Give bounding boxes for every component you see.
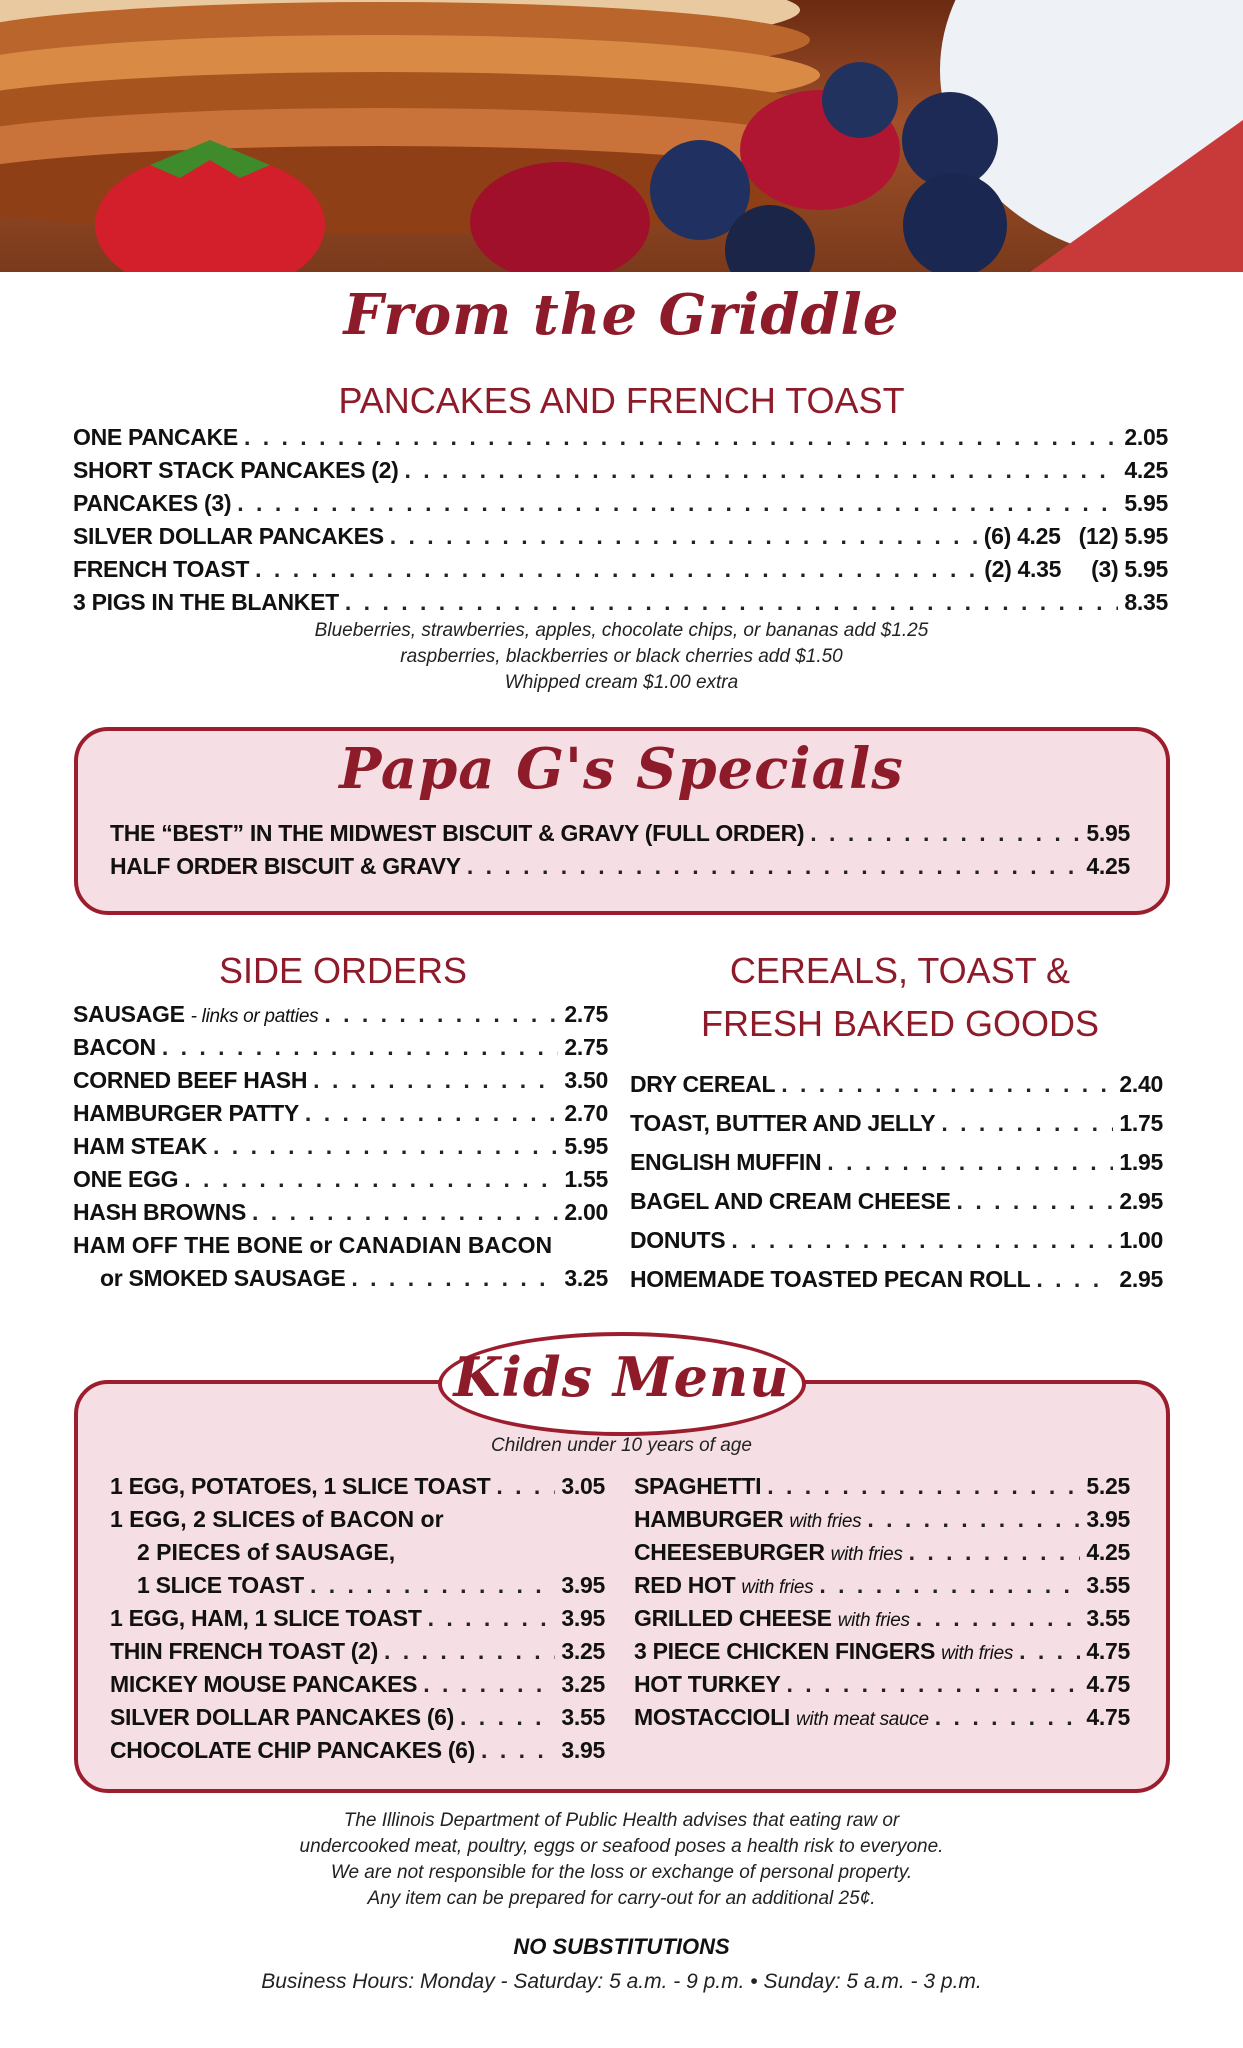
- item-name: MICKEY MOUSE PANCAKES: [110, 1671, 418, 1697]
- item-price: 3.55: [561, 1704, 605, 1730]
- item-name: GRILLED CHEESE: [634, 1605, 832, 1631]
- item-name: CHEESEBURGER: [634, 1539, 825, 1565]
- item-price: 3.95: [1086, 1506, 1130, 1532]
- item-note: with fries: [837, 1610, 910, 1631]
- menu-item: [630, 1071, 1163, 1098]
- menu-item: [137, 1572, 605, 1599]
- item-name: SHORT STACK PANCAKES (2): [73, 457, 399, 483]
- business-hours: Business Hours: Monday - Saturday: 5 a.m. - 9 p.m. • Sunday: 5 a.m. - 3 p.m.: [261, 1970, 982, 1993]
- item-name: 1 SLICE TOAST: [137, 1572, 304, 1598]
- menu-item: [110, 820, 1130, 847]
- item-price: 4.25: [1086, 1539, 1130, 1565]
- item-price-alt: (3) 5.95: [1091, 556, 1168, 582]
- item-name: SPAGHETTI: [634, 1473, 762, 1499]
- item-price: 3.95: [561, 1605, 605, 1631]
- specials-title: Papa G's Specials: [339, 736, 904, 802]
- item-price: 2.05: [1124, 424, 1168, 450]
- item-price: 1.75: [1119, 1110, 1163, 1136]
- disclaimer-line: Any item can be prepared for carry-out for an additional 25¢.: [367, 1888, 876, 1909]
- item-price: (6) 4.25: [983, 523, 1061, 549]
- no-substitutions: NO SUBSTITUTIONS: [513, 1934, 730, 1959]
- item-name: MOSTACCIOLI: [634, 1704, 790, 1730]
- menu-item: [110, 1704, 605, 1731]
- item-price: 2.00: [564, 1199, 608, 1225]
- menu-item: [110, 1473, 605, 1500]
- item-name: THE “BEST” IN THE MIDWEST BISCUIT & GRAVY (FULL ORDER): [110, 820, 805, 846]
- item-name: HALF ORDER BISCUIT & GRAVY: [110, 853, 461, 879]
- menu-item: [110, 853, 1130, 880]
- menu-item: [73, 1166, 608, 1193]
- item-price: 5.95: [1086, 820, 1130, 846]
- disclaimer-line: We are not responsible for the loss or exchange of personal property.: [330, 1862, 913, 1883]
- item-price: 3.25: [561, 1638, 605, 1664]
- griddle-subtitle: PANCAKES AND FRENCH TOAST: [338, 380, 905, 421]
- item-price: (2) 4.35: [984, 556, 1062, 582]
- item-note: with fries: [789, 1511, 862, 1532]
- item-name: 1 EGG, 2 SLICES of BACON or: [110, 1506, 444, 1532]
- menu-item: [630, 1149, 1163, 1176]
- item-name: RED HOT: [634, 1572, 736, 1598]
- item-name: or SMOKED SAUSAGE: [100, 1265, 346, 1291]
- item-name: 2 PIECES of SAUSAGE,: [137, 1539, 396, 1565]
- kids-title: Kids Menu: [453, 1345, 790, 1409]
- item-name: TOAST, BUTTER AND JELLY: [630, 1110, 936, 1136]
- menu-item: [110, 1737, 605, 1764]
- item-price: 3.50: [564, 1067, 608, 1093]
- item-price: 4.75: [1086, 1638, 1130, 1664]
- menu-item: [634, 1572, 1130, 1599]
- menu-item: [634, 1506, 1130, 1533]
- addon-note: Whipped cream $1.00 extra: [504, 672, 739, 693]
- item-price: 2.75: [564, 1034, 608, 1060]
- menu-item: [630, 1188, 1163, 1215]
- item-name: 3 PIGS IN THE BLANKET: [73, 589, 339, 615]
- item-price: 3.55: [1086, 1605, 1130, 1631]
- menu-item: [634, 1638, 1130, 1665]
- disclaimer-line: undercooked meat, poultry, eggs or seafood poses a health risk to everyone.: [299, 1836, 944, 1857]
- griddle-title: From the Griddle: [343, 282, 900, 348]
- pancake-stack-illustration: [0, 0, 1243, 272]
- menu-item: [634, 1671, 1130, 1698]
- item-name: HOMEMADE TOASTED PECAN ROLL: [630, 1266, 1031, 1292]
- item-price: 2.95: [1119, 1188, 1163, 1214]
- menu-item: [630, 1266, 1163, 1293]
- item-price-alt: (12) 5.95: [1078, 523, 1168, 549]
- menu-item: [110, 1638, 605, 1665]
- item-price: 2.40: [1119, 1071, 1163, 1097]
- menu-item: [73, 457, 1168, 484]
- item-name: DRY CEREAL: [630, 1071, 776, 1097]
- item-name: CHOCOLATE CHIP PANCAKES (6): [110, 1737, 476, 1763]
- item-note: - links or patties: [190, 1006, 319, 1027]
- menu-item: [73, 490, 1168, 517]
- item-price: 3.25: [561, 1671, 605, 1697]
- item-name: HAM STEAK: [73, 1133, 208, 1159]
- item-name: ENGLISH MUFFIN: [630, 1149, 822, 1175]
- menu-item: [73, 589, 1168, 616]
- item-name: 3 PIECE CHICKEN FINGERS: [634, 1638, 936, 1664]
- item-price: 4.75: [1086, 1704, 1130, 1730]
- item-price: 8.35: [1124, 589, 1168, 615]
- item-name: ONE PANCAKE: [73, 424, 238, 450]
- item-name: HOT TURKEY: [634, 1671, 781, 1697]
- item-price: 5.95: [564, 1133, 608, 1159]
- item-price: 1.95: [1119, 1149, 1163, 1175]
- addon-note: Blueberries, strawberries, apples, chocolate chips, or bananas add $1.25: [314, 620, 929, 641]
- menu-item: [73, 523, 1168, 550]
- item-note: with meat sauce: [795, 1709, 929, 1730]
- item-name: 1 EGG, HAM, 1 SLICE TOAST: [110, 1605, 422, 1631]
- item-price: 3.95: [561, 1572, 605, 1598]
- item-price: 3.95: [561, 1737, 605, 1763]
- menu-item: [73, 556, 1168, 583]
- item-note: with fries: [830, 1544, 903, 1565]
- menu-item: [73, 1133, 608, 1160]
- item-name: SILVER DOLLAR PANCAKES: [73, 523, 384, 549]
- menu-item: [73, 1199, 608, 1226]
- item-price: 2.70: [564, 1100, 608, 1126]
- cereals-title: CEREALS, TOAST &: [729, 950, 1071, 991]
- item-name: SILVER DOLLAR PANCAKES (6): [110, 1704, 455, 1730]
- kids-subtitle: Children under 10 years of age: [491, 1435, 752, 1456]
- item-price: 3.55: [1086, 1572, 1130, 1598]
- menu-item: [630, 1110, 1163, 1137]
- item-name: HAMBURGER: [634, 1506, 784, 1532]
- item-name: PANCAKES (3): [73, 490, 232, 516]
- menu-item: [110, 1671, 605, 1698]
- item-price: 3.05: [561, 1473, 605, 1499]
- menu-item: [634, 1704, 1130, 1731]
- item-name: CORNED BEEF HASH: [73, 1067, 308, 1093]
- item-price: 4.25: [1124, 457, 1168, 483]
- item-name: FRENCH TOAST: [73, 556, 250, 582]
- cereals-title-line2: FRESH BAKED GOODS: [700, 1003, 1100, 1044]
- menu-item: [73, 1001, 608, 1028]
- item-name: HASH BROWNS: [73, 1199, 247, 1225]
- item-name: HAMBURGER PATTY: [73, 1100, 299, 1126]
- item-price: 3.25: [564, 1265, 608, 1291]
- menu-item: [634, 1605, 1130, 1632]
- menu-item: [100, 1265, 608, 1292]
- hero-photo: [0, 0, 1243, 272]
- menu-item: [73, 1100, 608, 1127]
- item-price: 5.95: [1124, 490, 1168, 516]
- item-price: 2.75: [564, 1001, 608, 1027]
- item-name: BAGEL AND CREAM CHEESE: [630, 1188, 951, 1214]
- item-price: 5.25: [1086, 1473, 1130, 1499]
- menu-item: [110, 1605, 605, 1632]
- menu-item: [634, 1473, 1130, 1500]
- menu-item: [634, 1539, 1130, 1566]
- menu-item: [73, 424, 1168, 451]
- item-name: 1 EGG, POTATOES, 1 SLICE TOAST: [110, 1473, 491, 1499]
- menu-item: [630, 1227, 1163, 1254]
- item-name: HAM OFF THE BONE or CANADIAN BACON: [73, 1232, 553, 1258]
- disclaimer-line: The Illinois Department of Public Health advises that eating raw or: [343, 1810, 900, 1831]
- addon-note: raspberries, blackberries or black cherries add $1.50: [400, 646, 843, 667]
- item-name: THIN FRENCH TOAST (2): [110, 1638, 378, 1664]
- menu-item: [73, 1067, 608, 1094]
- sides-title: SIDE ORDERS: [218, 950, 468, 991]
- item-note: with fries: [941, 1643, 1014, 1664]
- item-price: 2.95: [1119, 1266, 1163, 1292]
- menu-item: [73, 1034, 608, 1061]
- item-name: SAUSAGE: [73, 1001, 185, 1027]
- item-price: 4.75: [1086, 1671, 1130, 1697]
- item-price: 1.00: [1119, 1227, 1163, 1253]
- item-price: 4.25: [1086, 853, 1130, 879]
- item-note: with fries: [741, 1577, 814, 1598]
- item-price: 1.55: [564, 1166, 608, 1192]
- item-name: ONE EGG: [73, 1166, 179, 1192]
- item-name: DONUTS: [630, 1227, 726, 1253]
- item-name: BACON: [73, 1034, 156, 1060]
